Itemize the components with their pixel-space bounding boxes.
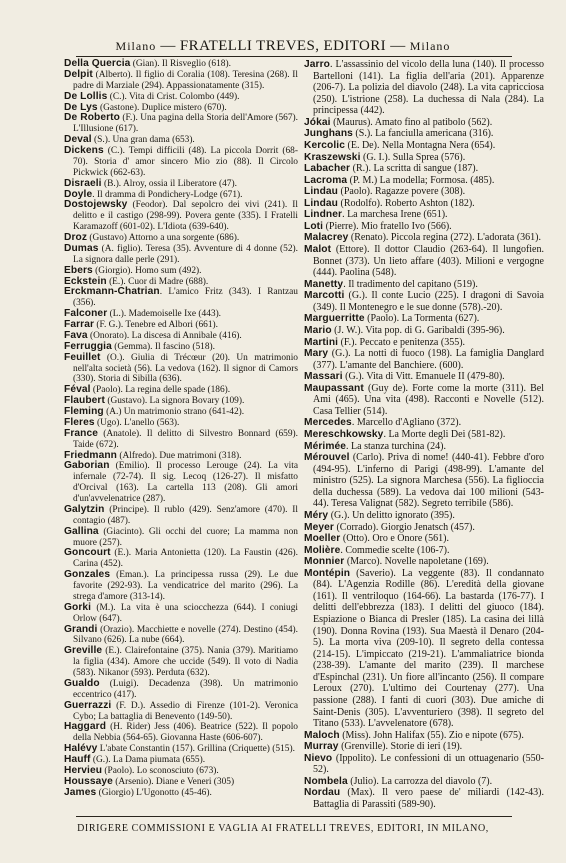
entry-author: De Lollis: [64, 90, 108, 102]
entry-works: (Arsenio). Diane e Veneri (305): [112, 776, 235, 787]
catalog-entry: [64, 701, 298, 723]
entry-author: Nombela: [304, 775, 348, 787]
catalog-entry: [304, 290, 544, 313]
entry-works: (Guy de). Forte come la morte (311). Bel Ami (465). Una vita (498). Racconti e Novelle (512). Casa Tellier (514).: [313, 382, 544, 417]
catalog-entry: [304, 152, 544, 164]
catalog-entry: [304, 337, 544, 349]
entry-author: Kraszewski: [304, 151, 361, 163]
entry-works: (G.). La Dama piumata (655).: [90, 755, 206, 765]
catalog-entry: [304, 221, 544, 233]
entry-works: (Marco). Novelle napoletane (169).: [344, 556, 489, 568]
entry-author: Lindner: [304, 209, 343, 221]
entry-author: Jókai: [304, 116, 331, 128]
entry-author: Gorki: [64, 601, 92, 613]
entry-works: (Eman.). La principessa russa (29). Le due favorite (292-93). La vendicatrice del marito (296). La strega d'amore (313-14).: [73, 570, 298, 602]
entry-works: (G.). Un delitto ignorato (395).: [328, 509, 455, 521]
catalog-entry: [64, 505, 298, 527]
catalog-entry: [64, 744, 298, 755]
entry-author: Montépin: [304, 567, 351, 579]
entry-works: (R.). La scritta di sangue (187).: [350, 163, 479, 175]
entry-author: Galytzin: [64, 503, 105, 515]
entry-author: Lacroma: [304, 174, 348, 186]
entry-author: Marcotti: [304, 290, 345, 302]
catalog-entry: [64, 146, 298, 179]
entry-works: (G.). Vita di Vitt. Emanuele II (479-80).: [342, 371, 505, 383]
catalog-entry: [64, 287, 298, 309]
entry-works: (P. M.) La modella; Formosa. (485).: [347, 174, 495, 186]
catalog-entry: [64, 429, 298, 451]
entry-works: . Il dramma di Pondichery-Lodge (671).: [92, 189, 243, 200]
entry-works: (C.). Vita di Crist. Colombo (449).: [107, 91, 240, 102]
entry-author: Haggard: [64, 721, 107, 733]
entry-author: Dumas: [64, 242, 99, 254]
entry-author: Erckmann-Chatrian: [64, 286, 160, 298]
entry-works: (M.). La vita è una sciocchezza (644). I coniugi Orlow (647).: [73, 602, 298, 624]
entry-author: Deval: [64, 134, 92, 146]
entry-author: Kercolic: [304, 139, 346, 151]
entry-works: (L.). Mademoiselle Ixe (443).: [107, 309, 222, 320]
entry-author: Maupassant: [304, 382, 364, 394]
entry-works: (F. G.). Tenebre ed Albori (661).: [94, 320, 218, 330]
entry-author: Mérouvel: [304, 452, 350, 464]
catalog-entry: [304, 325, 544, 337]
entry-works: (Paolo). La Tormenta (627).: [364, 313, 480, 325]
entry-works: (Pierre). Mio fratello Ivo (566).: [323, 220, 452, 232]
entry-author: Massari: [304, 371, 343, 383]
header-left-city: Milano: [115, 39, 157, 53]
entry-works: (Paolo). La regina delle spade (186).: [90, 385, 231, 396]
page-header: [0, 38, 566, 55]
entry-author: Nordau: [304, 787, 341, 799]
entry-author: Delpit: [64, 68, 93, 80]
entry-works: (Alberto). Il figlio di Coralia (108). Teresina (268). Il padre di Marziale (294). Appassionatamente (315).: [73, 69, 298, 91]
page-footer: DIRIGERE COMMISSIONI E VAGLIA AI FRATELLI TREVES, EDITORI, IN MILANO,: [77, 823, 489, 834]
entry-author: Loti: [304, 220, 324, 232]
entry-author: Eckstein: [64, 275, 107, 287]
catalog-entry: [64, 777, 298, 788]
entry-author: Della Quercia: [64, 58, 131, 69]
catalog-entry: [304, 452, 544, 510]
header-rule: [76, 56, 512, 57]
catalog-entry: [64, 788, 298, 799]
catalog-entry: [304, 753, 544, 776]
entry-author: James: [64, 786, 97, 798]
catalog-entry: [304, 279, 544, 291]
entry-author: Mary: [304, 348, 329, 360]
entry-works: (Miss). John Halifax (55). Zio e nipote (675).: [339, 729, 524, 741]
entry-works: . La marchesa Irene (651).: [342, 209, 448, 221]
entry-author: Fleming: [64, 406, 104, 417]
catalog-entry: [304, 510, 544, 522]
entry-author: Hervieu: [64, 764, 103, 776]
catalog-entry: [64, 244, 298, 266]
entry-works: (Renato). Piccola regina (272). L'adorata (361).: [348, 232, 541, 244]
right-column: [304, 59, 544, 811]
entry-author: Malacrey: [304, 232, 349, 244]
catalog-entry: [64, 603, 298, 625]
entry-author: Méry: [304, 509, 329, 521]
entry-works: (Gian). Il Risveglio (618).: [130, 59, 231, 69]
catalog-entry: [304, 730, 544, 742]
entry-author: Meyer: [304, 521, 334, 533]
entry-works: (Anatole). Il delitto di Silvestro Bonnard (659). Taide (672).: [73, 428, 298, 450]
catalog-entry: [64, 646, 298, 679]
entry-works: (F.). Una pagina della Storia dell'Amore (567). L'Illusione (617).: [73, 113, 298, 135]
entry-works: . L'assassinio del vicolo della luna (140). Il processo Bartelloni (141). La figlia dell'aria (201). Apparenze (206-7). La polizia del diavolo (248). La vita capricciosa (250). L'istrione (258). La duchessa di Nala (284). La principessa (442).: [313, 59, 544, 117]
entry-author: Molière: [304, 544, 341, 556]
entry-author: Lindau: [304, 197, 338, 209]
entry-works: (Ettore). Il dottor Claudio (263-64). Il lungofien. Bonnet (373). Un lieto affare (403). Milioni e vergogne (444). Paolina (548).: [313, 244, 544, 279]
entry-author: Mercedes: [304, 417, 352, 429]
catalog-entry: [304, 371, 544, 383]
entry-author: Murray: [304, 741, 339, 753]
entry-author: Doyle: [64, 188, 93, 200]
catalog-entry: [64, 233, 298, 244]
entry-works: (Feodor). Dal sepolcro dei vivi (241). Il delitto e il castigo (298-99). Povera gente (335). I Fratelli Karamazoff (601-02). L'Idiota (639-640).: [73, 200, 298, 233]
catalog-entry: [64, 722, 298, 744]
header-right-city: Milano: [409, 39, 451, 53]
entry-author: Monnier: [304, 556, 345, 568]
entry-author: Grandi: [64, 623, 98, 635]
entry-author: Ferruggia: [64, 340, 112, 352]
entry-author: Falconer: [64, 308, 108, 320]
catalog-entry: [64, 320, 298, 331]
entry-works: (J. W.). Vita pop. di G. Garibaldi (395-96).: [331, 324, 505, 336]
catalog-entry: [64, 461, 298, 505]
entry-author: Maloch: [304, 729, 340, 741]
entry-works: (Luigi). Decadenza (398). Un matrimonio eccentrico (417).: [73, 678, 298, 700]
entry-author: Guerrazzi: [64, 699, 112, 711]
entry-works: . La Morte degli Dei (581-82).: [383, 429, 506, 440]
entry-works: (Paolo). Lo sconosciuto (673).: [102, 765, 219, 776]
left-column: [64, 59, 298, 799]
entry-works: (A. figlio). Teresa (35). Avventure di 4 donne (52). La signora dalle perle (291).: [73, 243, 298, 265]
entry-author: Gualdo: [64, 677, 100, 689]
entry-author: Nievo: [304, 752, 333, 764]
entry-works: (G.). Il conte Lucio (225). I dragoni di Savoia (349). Il Montenegro e le sue donne (578).-20).: [313, 290, 544, 313]
entry-author: Friedmann: [64, 449, 117, 461]
catalog-entry: [64, 407, 298, 418]
entry-works: (Saverio). La veggente (83). Il condannato (84). L'Agenzia Rodille (86). L'eredità della giovane (161). Il ventriloquo (164-66). La bastarda (176-77). I delitti dell'ebbrezza (183). I delitti del giuoco (184). Espiazione o Bianca di Presler (185). La casina dei lillà (190). Donna Rovina (193). Sua Maestà il Denaro (204-5). La morta viva (209-10). Il segreto della contessa (214-15). L'impiccato (219-21). L'ammaliatrice bionda (238-39). L'amante del marito (239). Il marchese d'Espinchal (231). Un fiore all'incanto (256). Il compare Leroux (270). L'ultimo dei Courtenay (277). Una passione (288). I fanti di cuori (303). Due amiche di Saint-Denis (305). L'avventuriero (398). Il segreto del Titano (533). L'avvelenatore (678).: [313, 567, 544, 730]
catalog-entry: [304, 556, 544, 568]
catalog-entry: [304, 429, 544, 441]
entry-works: (Gustavo) Attorno a una sorgente (686).: [87, 233, 240, 243]
entry-works: (E. De). Nella Montagna Nera (654).: [345, 139, 496, 151]
catalog-entry: [64, 527, 298, 549]
footer-rule: [76, 816, 512, 817]
entry-works: (B.). Alroy, ossia il Liberatore (47).: [101, 178, 237, 189]
entry-works: . Marcello d'Agliano (372).: [351, 417, 462, 429]
entry-works: L'abate Constantin (157). Grillina (Criquette) (515).: [97, 744, 295, 755]
entry-author: Mérimée: [304, 440, 347, 452]
catalog-entry: [304, 117, 544, 129]
entry-author: Flaubert: [64, 395, 105, 407]
entry-author: Gaborian: [64, 460, 110, 472]
entry-author: Junghans: [304, 128, 353, 140]
entry-author: Labacher: [304, 163, 351, 175]
catalog-entry: [304, 776, 544, 788]
entry-author: France: [64, 427, 99, 439]
entry-works: (Rodolfo). Roberto Ashton (182).: [338, 197, 475, 209]
entry-works: (O.). Giulia di Trécœur (20). Un matrimonio nell'alta società (56). La vedova (162). Il signor di Camors (330). Storia di Sibilla (636).: [73, 352, 298, 385]
entry-works: (Gastone). Duplice mistero (670).: [97, 102, 227, 113]
entry-works: (Gemma). Il fascino (518).: [111, 341, 215, 352]
entry-works: . La stanza turchina (24).: [346, 440, 447, 452]
catalog-entry: [304, 198, 544, 210]
entry-works: (E.). Clairefontaine (375). Nania (379). Maritiamo la figlia (434). Amore che uccide (549). Il voto di Nadia (583). Nikanor (593). Perduta (632).: [73, 646, 298, 678]
catalog-entry: [304, 383, 544, 418]
entry-works: (Paolo). Ragazze povere (308).: [338, 186, 466, 198]
catalog-entry: [64, 548, 298, 570]
entry-author: Moeller: [304, 533, 341, 545]
entry-works: (H. Rider) Jess (406). Beatrice (522). Il popolo della Nebbia (564-65). Giovanna Haste (606-607).: [73, 722, 298, 744]
catalog-entry: [304, 545, 544, 557]
entry-author: Farrar: [64, 319, 95, 330]
catalog-entry: [304, 348, 544, 371]
catalog-entry: [304, 568, 544, 730]
entry-works: (Julio). La carrozza del diavolo (7).: [347, 775, 493, 787]
catalog-entry: [304, 209, 544, 221]
catalog-entry: [304, 186, 544, 198]
catalog-entry: [64, 200, 298, 233]
catalog-entry: [64, 353, 298, 386]
entry-works: (Giacinto). Gli occhi del cuore; La mamma non muore (257).: [73, 526, 298, 548]
catalog-entry: [64, 70, 298, 92]
entry-author: Droz: [64, 232, 88, 243]
entry-works: (C.). Tempi difficili (48). La piccola Dorrit (68-70). Storia d' amor sincero Mio zio (88). Il Circolo Pickwick (662-63).: [73, 146, 298, 178]
entry-works: (F.). Peccato e penitenza (355).: [338, 336, 466, 348]
entry-works: (F. D.). Assedio di Firenze (101-2). Veronica Cybo; La battaglia di Benevento (149-50).: [73, 700, 298, 722]
entry-author: Mario: [304, 324, 332, 336]
catalog-entry: [64, 625, 298, 647]
catalog-entry: [64, 113, 298, 135]
entry-author: Malot: [304, 244, 332, 255]
entry-works: (Ugo). L'anello (563).: [94, 417, 180, 428]
entry-author: Goncourt: [64, 547, 111, 559]
entry-works: (Emilio). Il processo Lerouge (24). La vita infernale (72-74). Il sig. Lecoq (126-27). Il misfatto d'Orcival (163). La cartella 113 (208). Gli amori d'un'avvelenatrice (287).: [73, 461, 298, 504]
entry-author: Jarro: [304, 59, 330, 70]
entry-works: (Maurus). Amato fino al patibolo (562).: [330, 116, 493, 128]
entry-works: (Giorgio). Homo sum (492).: [92, 265, 202, 276]
catalog-entry: [64, 309, 298, 320]
catalog-entry: [304, 59, 544, 117]
catalog-entry: [304, 128, 544, 140]
catalog-entry: [64, 179, 298, 190]
entry-author: Manetty: [304, 278, 344, 290]
entry-works: . Commedie scelte (106-7).: [340, 544, 450, 556]
entry-author: De Lys: [64, 101, 98, 113]
catalog-entry: [304, 175, 544, 187]
entry-author: Dostojewsky: [64, 199, 128, 211]
entry-author: Fava: [64, 329, 88, 341]
catalog-entry: [304, 533, 544, 545]
entry-works: (Gustavo). La signora Bovary (109).: [105, 396, 245, 407]
entry-works: (G. I.). Sulla Sprea (576).: [360, 151, 466, 163]
entry-works: (A.) Un matrimonio strano (641-42).: [103, 407, 245, 417]
entry-author: Gonzales: [64, 569, 111, 581]
catalog-entry: [304, 140, 544, 152]
catalog-entry: [304, 522, 544, 534]
entry-works: (E.). Cuor di Madre (688).: [106, 276, 209, 287]
catalog-entry: [304, 163, 544, 175]
entry-works: . L'amico Fritz (343). I Rantzau (356).: [73, 287, 298, 309]
entry-works: (Otto). Oro e Onore (561).: [340, 533, 449, 545]
entry-works: (Orazio). Macchiette e novelle (274). Destino (454). Silvano (626). La nube (664).: [73, 624, 298, 646]
entry-author: Greville: [64, 645, 103, 657]
entry-works: . Il tradimento del capitano (519).: [343, 278, 478, 290]
entry-author: Gallina: [64, 525, 99, 537]
entry-works: (Giorgio) L'Ugonotto (45-46).: [96, 787, 212, 798]
entry-author: Féval: [64, 384, 91, 396]
catalog-entry: [64, 418, 298, 429]
catalog-entry: [64, 679, 298, 701]
catalog-entry: [304, 787, 544, 810]
header-title: — FRATELLI TREVES, EDITORI —: [160, 38, 406, 54]
entry-works: (Principe). Il rublo (429). Senz'amore (470). Il contagio (487).: [73, 504, 298, 526]
catalog-entry: [304, 232, 544, 244]
entry-author: Martini: [304, 336, 339, 348]
entry-works: (Max). Il vero paese de' miliardi (142-43). Battaglia di Parassiti (589-90).: [313, 787, 544, 810]
entry-works: (Alfredo). Due matrimoni (318).: [116, 450, 242, 461]
entry-author: Dickens: [64, 145, 104, 156]
entry-works: (Ippolito). Le confessioni di un ottuagenario (550-52).: [313, 752, 544, 776]
entry-author: Feuillet: [64, 351, 101, 363]
entry-author: Fleres: [64, 416, 95, 428]
entry-works: (G.). La notti di fuoco (198). La famiglia Danglard (377). L'amante del Banchiere. (600).: [313, 348, 544, 371]
entry-author: Marguerritte: [304, 313, 365, 325]
catalog-entry: [64, 59, 298, 70]
catalog-entry: [304, 244, 544, 279]
catalog-entry: [64, 570, 298, 603]
entry-author: De Roberto: [64, 112, 120, 124]
entry-works: (S.). La fanciulla americana (316).: [352, 128, 494, 140]
entry-author: Hauff: [64, 754, 91, 765]
catalog-entry: [64, 92, 298, 103]
entry-author: Lindau: [304, 186, 338, 198]
entry-author: Mereschkowsky: [304, 429, 384, 440]
catalog-entry: [304, 417, 544, 429]
entry-works: (Carlo). Priva di nome! (440-41). Febbre d'oro (494-95). L'inferno di Parigi (498-99). L'amante del ministro (525). La signora Marchesa (556). La figlioccia della duchessa (589). La vedova dai 100 milioni (543-44). Teresa Valignat (582). Segreto terribile (586).: [313, 452, 544, 510]
entry-works: (E.). Maria Antonietta (120). La Faustin (426). Carina (452).: [73, 548, 298, 570]
catalog-entry: [304, 441, 544, 453]
entry-works: (S.). Una gran dama (653).: [91, 135, 195, 146]
entry-author: Disraeli: [64, 177, 102, 189]
entry-author: Ebers: [64, 264, 93, 276]
catalog-entry: [304, 313, 544, 325]
entry-author: Halévy: [64, 743, 98, 755]
entry-works: (Corrado). Giorgio Jenatsch (457).: [333, 521, 475, 533]
entry-works: (Grenville). Storie di ieri (19).: [338, 741, 463, 753]
catalog-entry: [304, 741, 544, 753]
entry-works: (Onorato). La discesa di Annibale (416).: [87, 330, 242, 341]
entry-author: Houssaye: [64, 775, 113, 787]
